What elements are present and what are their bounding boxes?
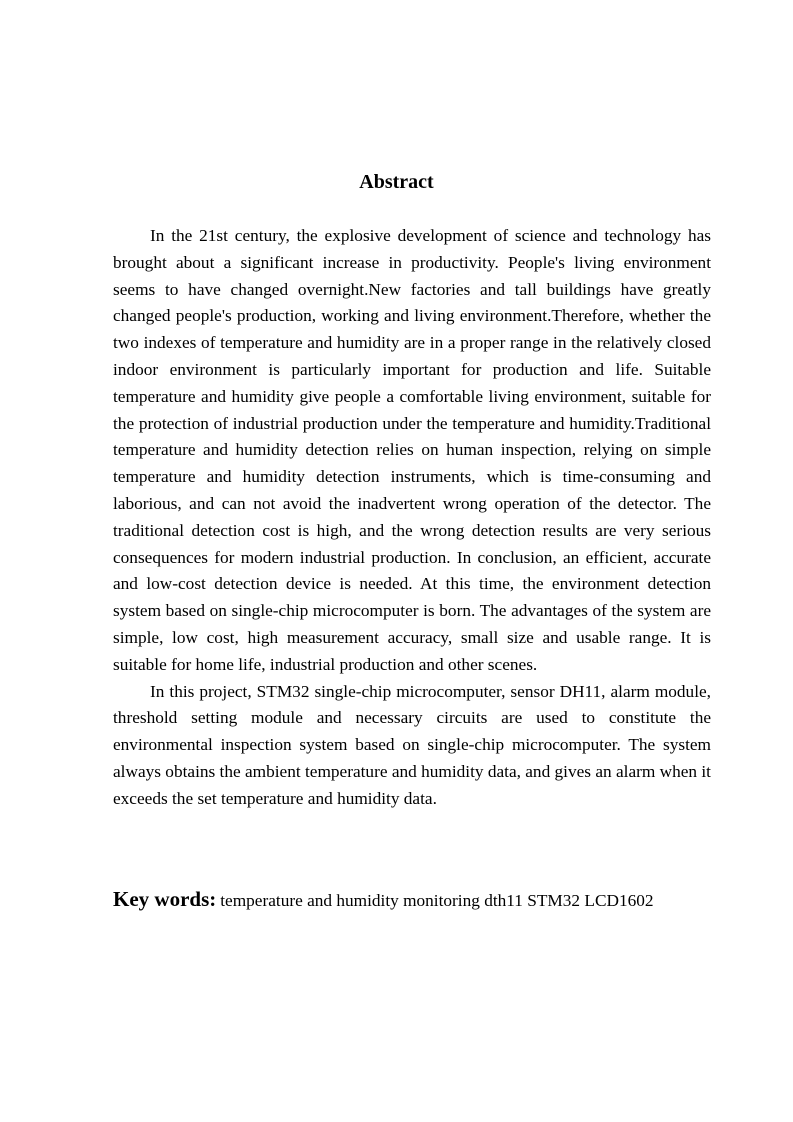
keywords-line	[113, 884, 753, 917]
abstract-title: Abstract	[359, 171, 434, 193]
abstract-paragraph-1: In the 21st century, the explosive development of science and technology has brought about a significant increase in productivity. People's living environment seems to have changed overnight.New factories and tall buildings have greatly changed people's production, working and living environment.Therefore, whether the two indexes of temperature and humidity are in a proper range in the relatively closed indoor environment is particularly important for production and life. Suitable temperature and humidity give people a comfortable living environment, suitable for the protection of industrial production under the temperature and humidity.Traditional temperature and humidity detection relies on human inspection, relying on simple temperature and humidity detection instruments, which is time-consuming and laborious, and can not avoid the inadvertent wrong operation of the detector. The traditional detection cost is high, and the wrong detection results are very serious consequences for modern industrial production. In conclusion, an efficient, accurate and low-cost detection device is needed. At this time, the environment detection system based on single-chip microcomputer is born. The advantages of the system are simple, low cost, high measurement accuracy, small size and usable range. It is suitable for home life, industrial production and other scenes.	[113, 226, 711, 674]
keywords-values: temperature and humidity monitoring dth11 STM32 LCD1602	[220, 891, 654, 910]
keywords-label: Key words:	[113, 887, 217, 911]
abstract-paragraph-2: In this project, STM32 single-chip microcomputer, sensor DH11, alarm module, threshold setting module and necessary circuits are used to constitute the environmental inspection system based on single-chip microcomputer. The system always obtains the ambient temperature and humidity data, and gives an alarm when it exceeds the set temperature and humidity data.	[113, 681, 711, 808]
abstract-body	[113, 223, 711, 813]
